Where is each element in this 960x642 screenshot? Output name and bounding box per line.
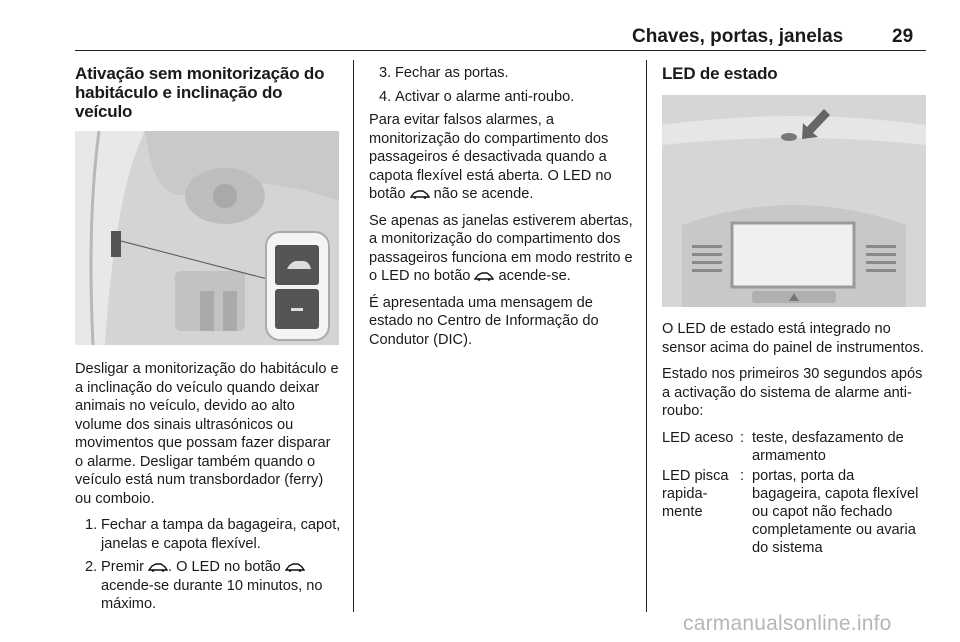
site-watermark: carmanualsonline.info <box>683 612 892 635</box>
list-item <box>75 558 341 614</box>
table-cell-description: portas, porta da bagageira, capota flexível ou capot não fechado completamente ou avaria do sistema <box>752 467 919 556</box>
step-text: Fechar as portas. <box>395 65 509 81</box>
right-column <box>662 64 926 559</box>
car-tilt-icon <box>410 189 430 199</box>
section-heading-status-led: LED de estado <box>662 64 778 83</box>
step-number: 2. <box>85 559 98 575</box>
car-tilt-icon <box>474 271 494 281</box>
false-alarm-paragraph <box>369 111 635 204</box>
step-text: Fechar a tampa da bagageira, capot, janelas e capota flexível. <box>101 517 341 552</box>
text-pre: Para evitar falsos alarmes, a monitorização do compartimento dos passageiros é desactivada quando a capota flexível está aberta. O LED no botão <box>369 112 612 202</box>
left-column <box>75 64 341 619</box>
deactivation-paragraph: Desligar a monitorização do habitáculo e a inclinação do veículo quando deixar animais no veículo, devido ao alto volume dos sinais ultrasónicos ou movimentos que possam fazer disparar o alarme. Desligar também quando o veículo está num transbordador (ferry) ou comboio. <box>75 361 339 507</box>
table-row <box>662 467 926 559</box>
page-number: 29 <box>892 26 914 47</box>
page-header-title: Chaves, portas, janelas <box>632 26 844 47</box>
column-divider-2 <box>646 60 647 612</box>
led-location-paragraph: O LED de estado está integrado no sensor acima do painel de instrumentos. <box>662 321 925 356</box>
car-tilt-icon <box>285 562 305 572</box>
table-row <box>662 429 926 467</box>
table-cell-separator: : <box>740 467 745 484</box>
section-heading-deactivation: Ativação sem monitorização do habitáculo e inclinação do veículo <box>75 64 325 121</box>
list-item <box>369 64 635 83</box>
status-led-figure <box>662 95 926 307</box>
led-status-table <box>662 429 926 559</box>
dashboard-illustration <box>75 131 339 345</box>
steps-list-middle <box>369 64 635 106</box>
list-item <box>369 88 635 107</box>
step-text-mid: . O LED no botão <box>168 559 285 575</box>
windows-open-paragraph <box>369 212 635 286</box>
column-divider-1 <box>353 60 354 612</box>
text-pre: Se apenas as janelas estiverem abertas, a monitorização do compartimento dos passageiros funciona em modo restrito e o LED no botão <box>369 212 633 284</box>
table-cell-term: LED pisca rapida-mente <box>662 467 729 520</box>
dic-message-paragraph: É apresentada uma mensagem de estado no Centro de Informação do Condutor (DIC). <box>369 294 599 348</box>
instrument-panel-illustration <box>662 95 926 307</box>
table-cell-description: teste, desfazamento de armamento <box>752 429 904 464</box>
text-post: não se acende. <box>429 186 534 202</box>
middle-column <box>369 64 635 357</box>
list-item <box>75 516 341 553</box>
step-text-pre: Premir <box>101 559 149 575</box>
table-cell-separator: : <box>740 429 745 446</box>
led-status-intro-paragraph: Estado nos primeiros 30 segundos após a activação do sistema de alarme anti-roubo: <box>662 366 923 419</box>
table-cell-term: LED aceso <box>662 429 734 446</box>
car-tilt-icon <box>148 562 168 572</box>
steps-list-left <box>75 516 341 614</box>
header-rule <box>75 50 926 51</box>
step-number: 4. <box>379 88 392 105</box>
text-post: acende-se. <box>494 268 571 284</box>
step-number: 3. <box>379 65 392 81</box>
dashboard-button-figure <box>75 131 339 345</box>
step-text-post: acende-se durante 10 minutos, no máximo. <box>101 577 323 612</box>
step-number: 1. <box>85 517 98 533</box>
step-text: Activar o alarme anti-roubo. <box>395 88 575 105</box>
